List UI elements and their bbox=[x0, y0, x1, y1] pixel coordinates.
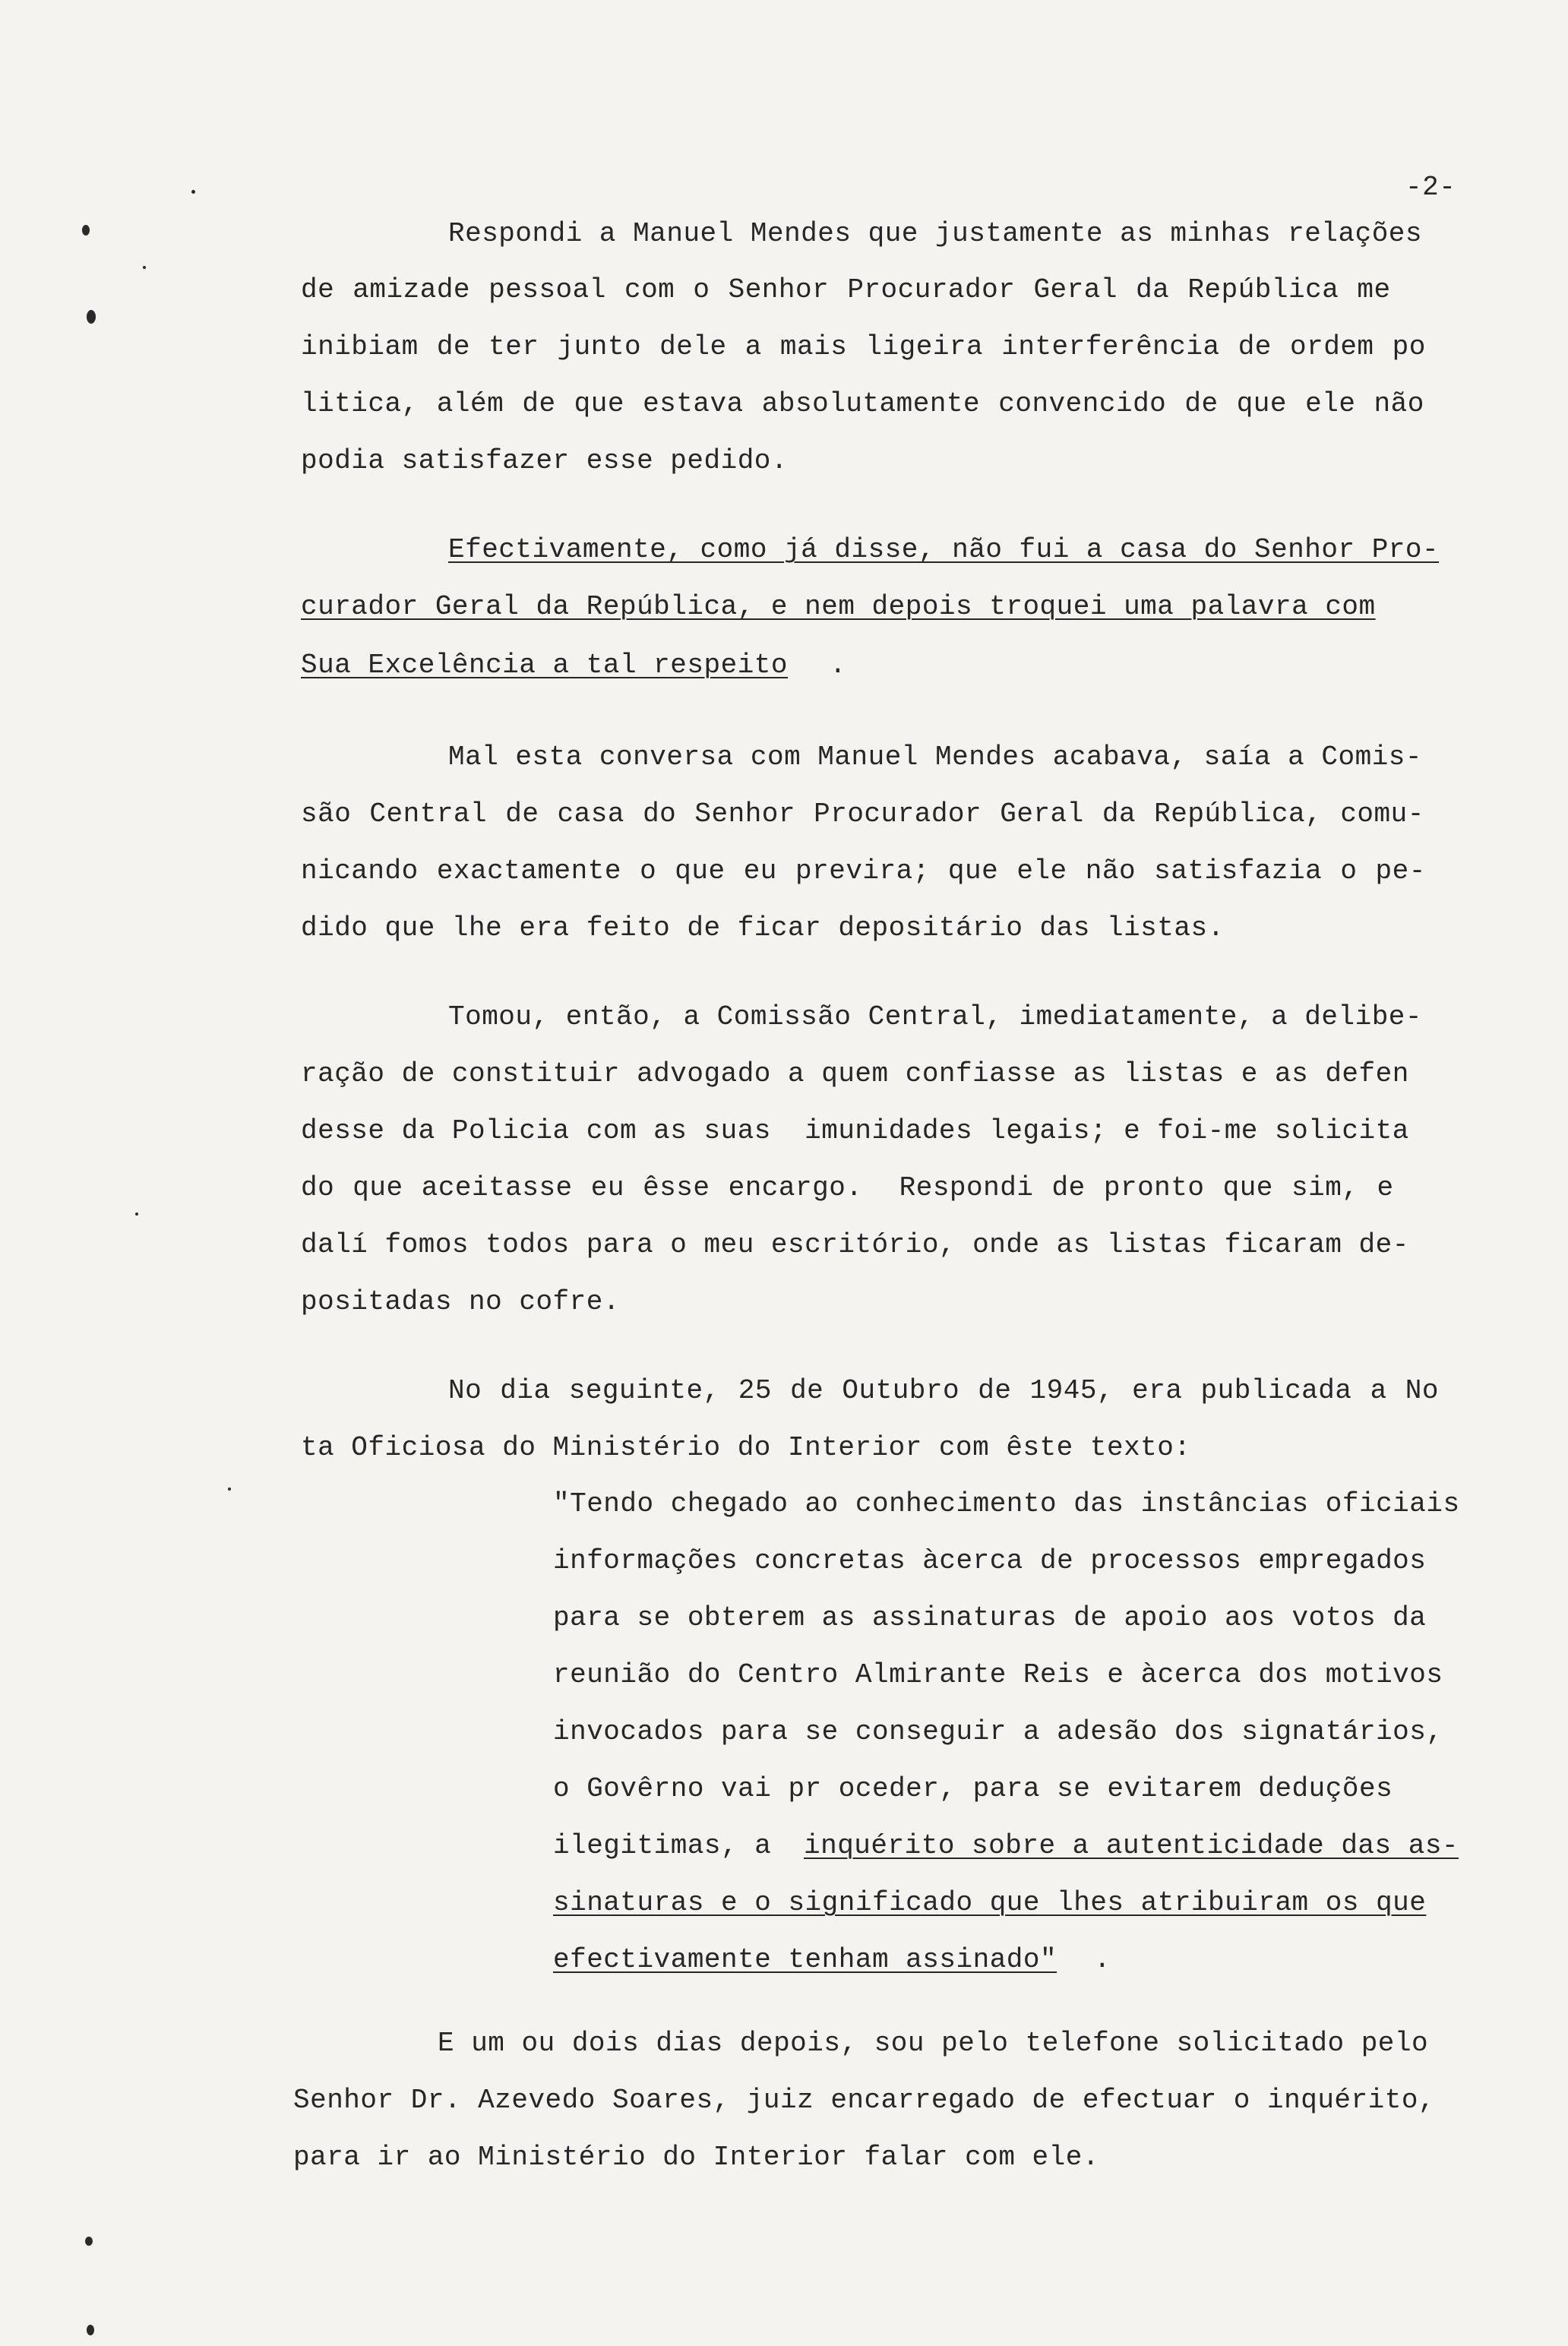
text-line: Senhor Dr. Azevedo Soares, juiz encarregado de efectuar o inquérito, bbox=[293, 2085, 1436, 2116]
text-line: desse da Policia com as suas imunidades legais; e foi-me solicita bbox=[301, 1115, 1409, 1146]
text-line: inibiam de ter junto dele a mais ligeira interferência de ordem po bbox=[301, 331, 1426, 362]
text-line-underlined: curador Geral da República, e nem depois troquei uma palavra com bbox=[301, 591, 1376, 622]
text-line-underlined: Efectivamente, como já disse, não fui a casa do Senhor Pro- bbox=[448, 534, 1440, 565]
text-line: No dia seguinte, 25 de Outubro de 1945, era publicada a No bbox=[448, 1375, 1440, 1406]
scan-speck bbox=[191, 190, 195, 194]
text-line: ta Oficiosa do Ministério do Interior com êste texto: bbox=[301, 1432, 1191, 1463]
text-line: E um ou dois dias depois, sou pelo telefone solicitado pelo bbox=[438, 2028, 1429, 2059]
quote-line: informações concretas àcerca de processos empregados bbox=[553, 1545, 1427, 1576]
quote-line-underlined: inquérito sobre a autenticidade das as- bbox=[804, 1830, 1459, 1861]
quote-line: ilegitimas, a bbox=[553, 1830, 789, 1861]
text-line: do que aceitasse eu êsse encargo. Respondi de pronto que sim, e bbox=[301, 1172, 1394, 1203]
text-line: . bbox=[1094, 1944, 1111, 1975]
text-line: dido que lhe era feito de ficar depositário das listas. bbox=[301, 912, 1225, 944]
quote-line: o Govêrno vai pr oceder, para se evitarem deduções bbox=[553, 1773, 1393, 1804]
text-line: para ir ao Ministério do Interior falar com ele. bbox=[293, 2142, 1099, 2173]
scan-speck bbox=[228, 1488, 231, 1491]
scan-speck bbox=[82, 225, 90, 236]
text-line: ração de constituir advogado a quem confiasse as listas e as defen bbox=[301, 1058, 1409, 1089]
scan-speck bbox=[143, 266, 146, 269]
text-line: de amizade pessoal com o Senhor Procurador Geral da República me bbox=[301, 274, 1391, 305]
quote-line: reunião do Centro Almirante Reis e àcerca dos motivos bbox=[553, 1659, 1443, 1690]
scan-speck bbox=[85, 2237, 93, 2246]
quote-line: "Tendo chegado ao conhecimento das instâncias oficiais bbox=[553, 1488, 1460, 1519]
text-line: são Central de casa do Senhor Procurador Geral da República, comu- bbox=[301, 798, 1424, 830]
quote-line-underlined: efectivamente tenham assinado" bbox=[553, 1944, 1057, 1975]
page-number: -2- bbox=[1405, 172, 1456, 203]
text-line: Tomou, então, a Comissão Central, imediatamente, a delibe- bbox=[448, 1001, 1423, 1032]
scan-speck bbox=[87, 2325, 94, 2335]
text-line: dalí fomos todos para o meu escritório, onde as listas ficaram de- bbox=[301, 1229, 1409, 1260]
scan-speck bbox=[87, 310, 96, 324]
quote-line: invocados para se conseguir a adesão dos signatários, bbox=[553, 1716, 1443, 1747]
text-line: Respondi a Manuel Mendes que justamente as minhas relações bbox=[448, 218, 1423, 249]
text-line: . bbox=[830, 650, 847, 681]
scan-speck bbox=[135, 1213, 138, 1216]
text-line: positadas no cofre. bbox=[301, 1286, 620, 1317]
quote-line-underlined: sinaturas e o significado que lhes atribuiram os que bbox=[553, 1887, 1427, 1918]
quote-line: para se obterem as assinaturas de apoio aos votos da bbox=[553, 1602, 1427, 1633]
text-line: podia satisfazer esse pedido. bbox=[301, 445, 789, 476]
text-line: litica, além de que estava absolutamente convencido de que ele não bbox=[301, 388, 1424, 419]
text-line: Mal esta conversa com Manuel Mendes acabava, saía a Comis- bbox=[448, 741, 1423, 773]
text-line-underlined: Sua Excelência a tal respeito bbox=[301, 650, 789, 681]
text-line: nicando exactamente o que eu previra; que ele não satisfazia o pe- bbox=[301, 855, 1426, 887]
